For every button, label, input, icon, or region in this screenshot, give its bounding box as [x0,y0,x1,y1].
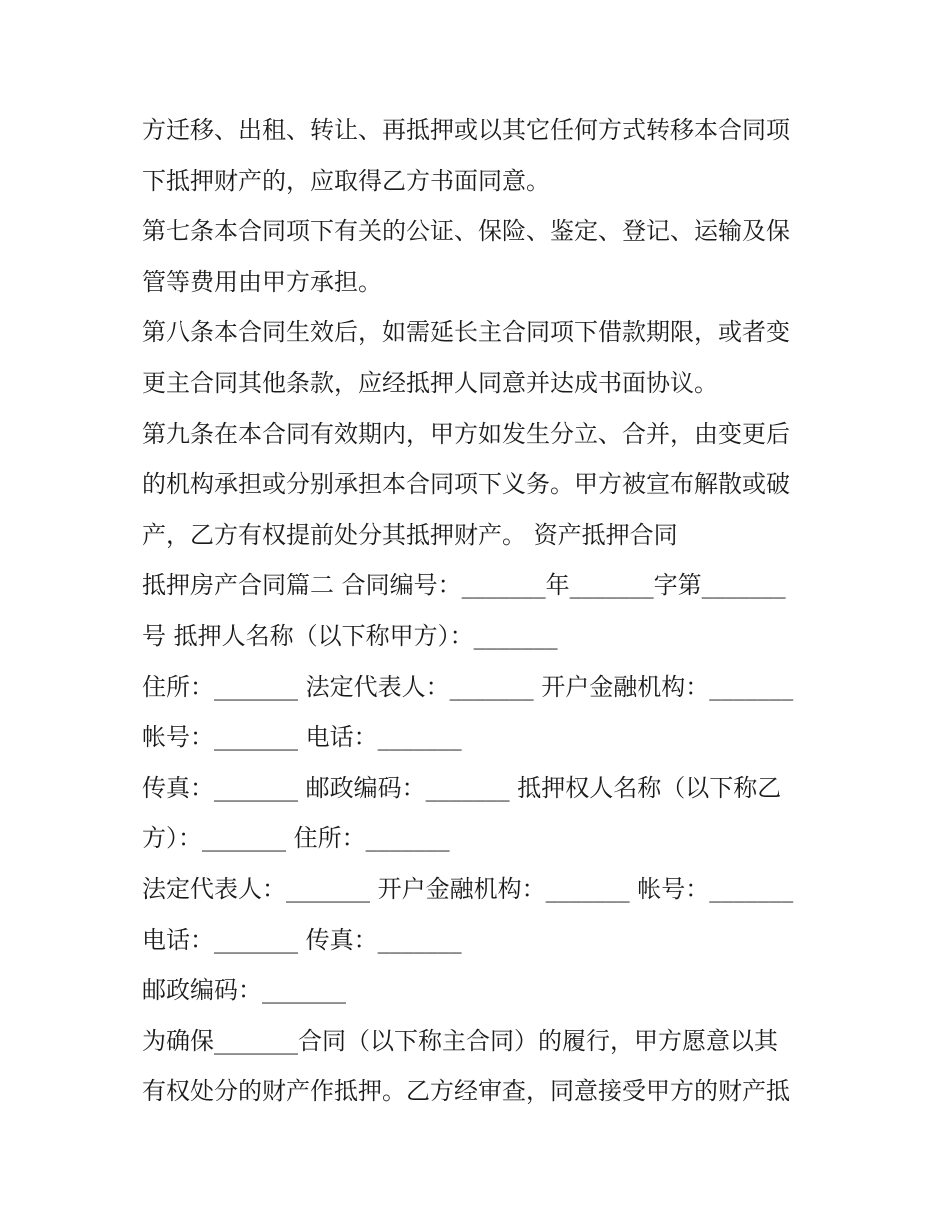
text-line-4: 管等费用由甲方承担。 [142,267,382,296]
text-line-17: 电话：_______ 传真：_______ [142,925,462,954]
text-line-12: 住所：_______ 法定代表人：_______ 开户金融机构：_______ [142,672,794,701]
text-line-1: 方迁移、出租、转让、再抵押或以其它任何方式转移本合同项 [142,116,790,144]
text-line-13: 帐号：_______ 电话：_______ [142,723,462,752]
text-line-20: 有权处分的财产作抵押。乙方经审查，同意接受甲方的财产抵 [142,1077,790,1106]
text-line-3: 第七条本合同项下有关的公证、保险、鉴定、登记、运输及保 [142,217,790,246]
text-line-2: 下抵押财产的，应取得乙方书面同意。 [142,166,550,195]
text-line-10: 抵押房产合同篇二 合同编号：_______年_______字第_______ [142,571,786,600]
text-line-8: 的机构承担或分别承担本合同项下义务。甲方被宣布解散或破 [142,470,790,499]
text-line-7: 第九条在本合同有效期内，甲方如发生分立、合并，由变更后 [142,419,790,448]
text-line-9: 产，乙方有权提前处分其抵押财产。 资产抵押合同 [142,520,678,549]
text-line-19: 为确保_______合同（以下称主合同）的履行，甲方愿意以其 [142,1026,778,1055]
text-line-16: 法定代表人：_______ 开户金融机构：_______ 帐号：_______ [142,874,794,903]
text-line-18: 邮政编码：_______ [142,976,346,1005]
text-line-15: 方）：_______ 住所：_______ [142,824,450,853]
contract-body-text [142,105,822,1117]
text-line-14: 传真：_______ 邮政编码：_______ 抵押权人名称（以下称乙 [142,773,782,802]
text-line-11: 号 抵押人名称（以下称甲方）：_______ [142,621,558,650]
text-line-5: 第八条本合同生效后，如需延长主合同项下借款期限，或者变 [142,318,790,347]
text-line-6: 更主合同其他条款，应经抵押人同意并达成书面协议。 [142,368,718,397]
